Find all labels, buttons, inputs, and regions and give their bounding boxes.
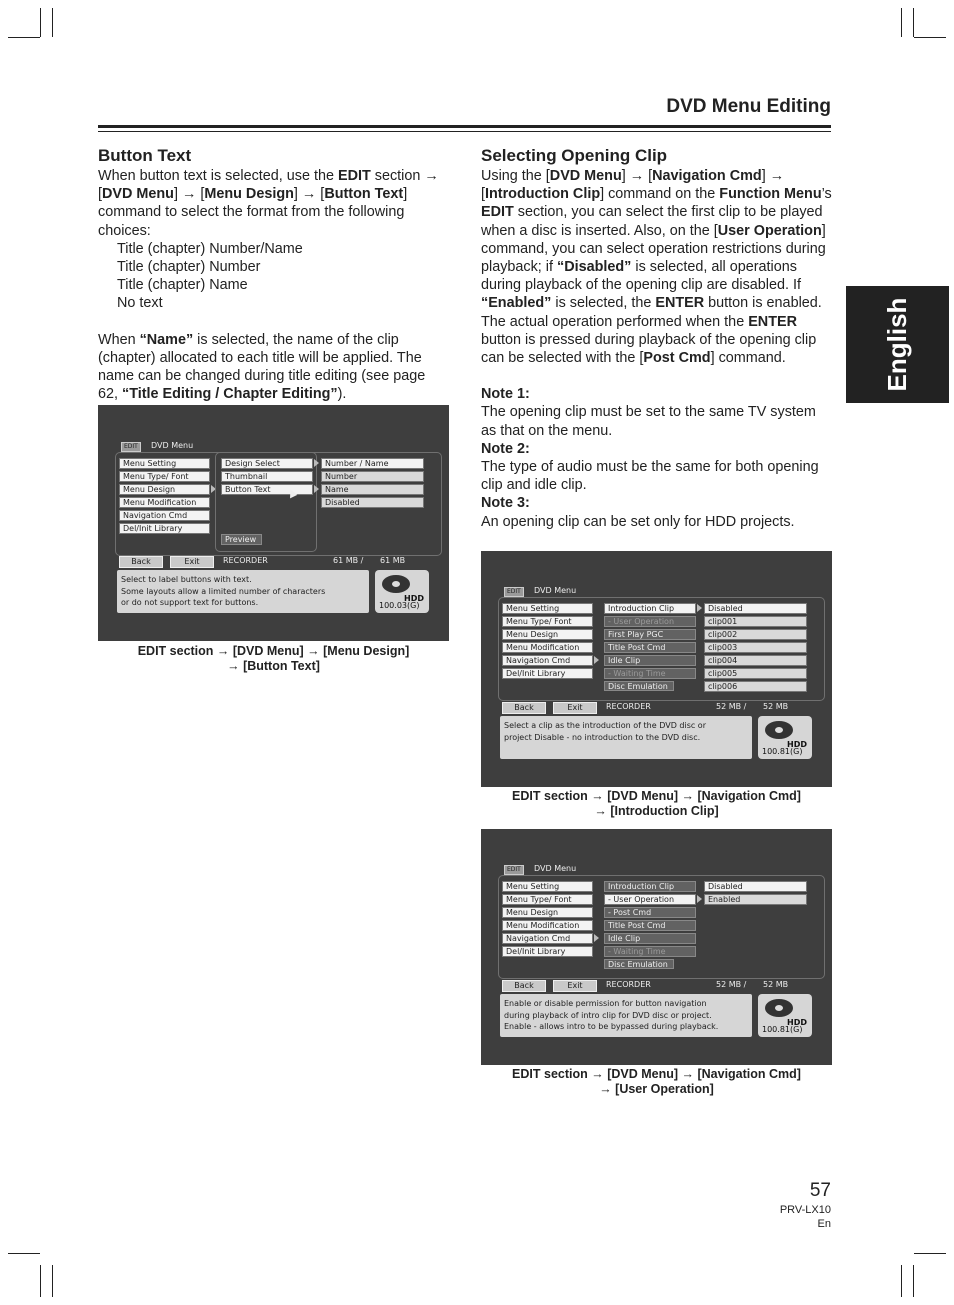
hdd-label: HDD	[787, 740, 807, 749]
submenu-item[interactable]: - User Operation	[604, 894, 696, 905]
choice-item: Title (chapter) Name	[117, 277, 248, 294]
right-column	[481, 145, 833, 531]
menu-item[interactable]: Menu Design	[119, 484, 210, 495]
note-label: Note 3:	[481, 495, 530, 512]
osd-title: DVD Menu	[534, 586, 577, 595]
submenu-item[interactable]: Introduction Clip	[604, 881, 696, 892]
menu-item[interactable]: Del/Init Library	[502, 946, 593, 957]
option-item[interactable]: clip006	[704, 681, 807, 692]
option-item[interactable]: clip003	[704, 642, 807, 653]
opening-clip-body: Using the [DVD Menu] → [Navigation Cmd] → [Introduction Clip] command on the Function Menu’s EDIT section, you can select the first clip to be played when a disc is inserted. Also, on the [User Operation] command, you can select operation restrictions during playback; if “Disabled” is selected, all operations during playback of the opening clip are disabled. If “Enabled” is selected, the ENTER button is enabled. The actual operation performed when the ENTER button is pressed during playback of the opening clip can be selected with the [Post Cmd] command.	[481, 168, 832, 367]
help-message: Select a clip as the introduction of the DVD disc or project Disable - no introduction to the DVD disc.	[500, 716, 752, 759]
choice-item: No text	[117, 295, 163, 312]
note-text: An opening clip can be set only for HDD projects.	[481, 513, 795, 530]
osd-title: DVD Menu	[534, 864, 577, 873]
hdd-disc-icon	[380, 573, 412, 595]
submenu-item[interactable]: Disc Emulation	[604, 681, 674, 691]
page-number: 57	[809, 1180, 831, 1201]
device-label: RECORDER	[606, 980, 651, 989]
choice-item: Title (chapter) Number/Name	[117, 240, 303, 257]
screenshot-user-operation	[481, 829, 832, 1065]
submenu-arrow-icon	[594, 656, 599, 664]
osd-tab: EDIT	[121, 442, 141, 452]
language-tab	[846, 286, 949, 403]
submenu-item[interactable]: First Play PGC	[604, 629, 696, 640]
menu-item[interactable]: Navigation Cmd	[502, 655, 593, 666]
option-arrow-icon	[314, 459, 319, 467]
hdd-disc-icon	[763, 997, 795, 1019]
menu-item[interactable]: Menu Modification	[502, 920, 593, 931]
menu-item[interactable]: Navigation Cmd	[119, 510, 210, 521]
option-item[interactable]: clip001	[704, 616, 807, 627]
option-item[interactable]: clip004	[704, 655, 807, 666]
hdd-capacity: 100.81(G)	[762, 1025, 803, 1034]
option-item[interactable]: clip005	[704, 668, 807, 679]
menu-item[interactable]: Menu Design	[502, 629, 593, 640]
submenu-item[interactable]: Disc Emulation	[604, 959, 674, 969]
button-text-intro: When button text is selected, use the EDIT section → [DVD Menu] → [Menu Design] → [Button Text] command to select the format from the following choices:	[98, 168, 439, 239]
used-space: 61 MB /	[333, 556, 364, 565]
note-label: Note 2:	[481, 440, 530, 457]
exit-button[interactable]: Exit	[170, 556, 214, 568]
option-item[interactable]: Disabled	[321, 497, 424, 508]
option-item[interactable]: clip002	[704, 629, 807, 640]
menu-item[interactable]: Del/Init Library	[119, 523, 210, 534]
header-rule-thin	[98, 131, 831, 132]
menu-item[interactable]: Menu Modification	[502, 642, 593, 653]
total-space: 52 MB	[763, 980, 789, 989]
menu-item[interactable]: Menu Type/ Font	[119, 471, 210, 482]
submenu-item[interactable]: - Post Cmd	[604, 907, 696, 918]
submenu-item[interactable]: Design Select	[221, 458, 313, 469]
option-item[interactable]: Enabled	[704, 894, 807, 905]
option-item[interactable]: Number	[321, 471, 424, 482]
device-label: RECORDER	[606, 702, 651, 711]
note-label: Note 1:	[481, 386, 530, 403]
button-text-heading: Button Text	[98, 146, 192, 165]
submenu-item[interactable]: - Waiting Time	[604, 946, 696, 957]
hdd-disc-icon	[763, 719, 795, 741]
submenu-item[interactable]: Idle Clip	[604, 655, 696, 666]
submenu-item[interactable]: Thumbnail	[221, 471, 313, 482]
device-label: RECORDER	[223, 556, 268, 565]
section-title: DVD Menu Editing	[666, 96, 831, 117]
menu-item[interactable]: Menu Setting	[119, 458, 210, 469]
option-arrow-icon	[697, 604, 702, 612]
hdd-label: HDD	[404, 594, 424, 603]
menu-item[interactable]: Menu Type/ Font	[502, 894, 593, 905]
menu-item[interactable]: Menu Setting	[502, 881, 593, 892]
preview-button[interactable]: Preview	[221, 534, 262, 545]
option-item[interactable]: Number / Name	[321, 458, 424, 469]
used-space: 52 MB /	[716, 980, 747, 989]
hdd-indicator	[375, 570, 429, 613]
option-item[interactable]: Disabled	[704, 603, 807, 614]
name-note: When “Name” is selected, the name of the clip (chapter) allocated to each title will be applied. The name can be changed during title editing (see page 62, “Title Editing / Chapter Editing”).	[98, 331, 426, 403]
hdd-indicator	[758, 716, 812, 759]
submenu-item[interactable]: Title Post Cmd	[604, 642, 696, 653]
submenu-arrow-icon	[594, 934, 599, 942]
hdd-label: HDD	[787, 1018, 807, 1027]
screenshot-caption: EDIT section → [DVD Menu] → [Navigation Cmd] → [Introduction Clip]	[512, 789, 801, 818]
menu-item[interactable]: Navigation Cmd	[502, 933, 593, 944]
submenu-item[interactable]: - Waiting Time	[604, 668, 696, 679]
screenshot-introduction-clip	[481, 551, 832, 787]
hdd-capacity: 100.81(G)	[762, 747, 803, 756]
submenu-item[interactable]: - User Operation	[604, 616, 696, 627]
menu-item[interactable]: Menu Type/ Font	[502, 616, 593, 627]
menu-item[interactable]: Menu Design	[502, 907, 593, 918]
help-message: Enable or disable permission for button navigation during playback of intro clip for DVD disc or project. Enable - allows intro to be bypassed during playback.	[500, 994, 752, 1037]
exit-button[interactable]: Exit	[553, 980, 597, 992]
menu-item[interactable]: Menu Setting	[502, 603, 593, 614]
submenu-item[interactable]: Idle Clip	[604, 933, 696, 944]
model-code: PRV-LX10 En	[779, 1204, 831, 1230]
screenshot-button-text	[98, 405, 449, 641]
used-space: 52 MB /	[716, 702, 747, 711]
opening-clip-heading: Selecting Opening Clip	[481, 146, 668, 165]
screenshot-caption: EDIT section → [DVD Menu] → [Menu Design] → [Button Text]	[137, 644, 410, 673]
option-arrow-icon	[314, 485, 319, 493]
hdd-capacity: 100.03(G)	[379, 601, 420, 610]
submenu-item[interactable]: Introduction Clip	[604, 603, 696, 614]
option-item[interactable]: Disabled	[704, 881, 807, 892]
screenshot-caption: EDIT section → [DVD Menu] → [Navigation Cmd] → [User Operation]	[512, 1067, 801, 1096]
submenu-item[interactable]: Button Text	[221, 484, 313, 495]
option-arrow-icon	[697, 895, 702, 903]
back-button[interactable]: Back	[119, 556, 163, 568]
header-rule	[98, 125, 831, 128]
option-item[interactable]: Name	[321, 484, 424, 495]
back-button[interactable]: Back	[502, 980, 546, 992]
back-button[interactable]: Back	[502, 702, 546, 714]
left-column	[98, 145, 443, 403]
exit-button[interactable]: Exit	[553, 702, 597, 714]
menu-item[interactable]: Menu Modification	[119, 497, 210, 508]
total-space: 52 MB	[763, 702, 789, 711]
menu-item[interactable]: Del/Init Library	[502, 668, 593, 679]
note-text: The type of audio must be the same for both opening clip and idle clip.	[481, 459, 819, 494]
note-text: The opening clip must be set to the same TV system as that on the menu.	[481, 404, 816, 439]
submenu-item[interactable]: Title Post Cmd	[604, 920, 696, 931]
choice-item: Title (chapter) Number	[117, 259, 261, 276]
language-label: English	[882, 297, 912, 392]
osd-title: DVD Menu	[151, 441, 194, 450]
hdd-indicator	[758, 994, 812, 1037]
osd-tab: EDIT	[504, 587, 524, 597]
help-message: Select to label buttons with text. Some layouts allow a limited number of characters or do not support text for buttons.	[117, 570, 369, 613]
total-space: 61 MB	[380, 556, 406, 565]
osd-tab: EDIT	[504, 865, 524, 875]
